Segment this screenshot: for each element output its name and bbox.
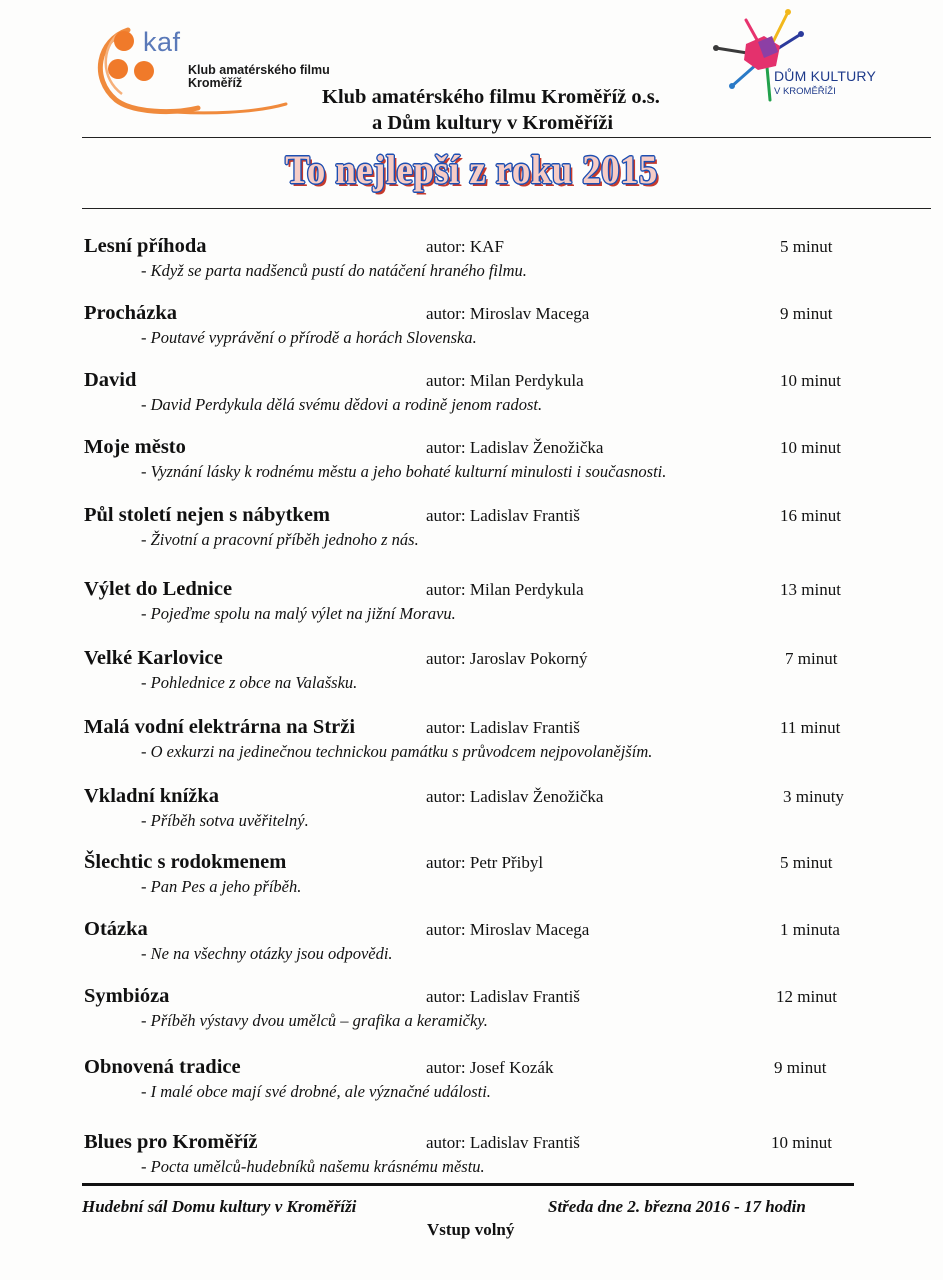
film-author: autor: Milan Perdykula — [426, 371, 584, 390]
film-description: - Pan Pes a jeho příběh. — [141, 877, 302, 896]
film-item — [0, 716, 943, 766]
film-length: 9 minut — [780, 304, 833, 323]
film-author: autor: Ladislav Františ — [426, 718, 580, 737]
film-title: Šlechtic s rodokmenem — [84, 851, 287, 873]
kaf-logo-line1: Klub amatérského filmu — [188, 63, 330, 77]
film-description: - Pocta umělců-hudebníků našemu krásnému městu. — [141, 1157, 485, 1176]
title-divider — [82, 208, 931, 209]
footer-admission: Vstup volný — [427, 1220, 515, 1239]
film-length: 12 minut — [776, 987, 837, 1006]
film-author: autor: Ladislav Františ — [426, 1133, 580, 1152]
film-item — [0, 1056, 943, 1106]
film-title: Lesní příhoda — [84, 235, 207, 257]
film-length: 5 minut — [780, 237, 833, 256]
film-author: autor: Miroslav Macega — [426, 304, 590, 323]
kaf-logo-line2: Kroměříž — [188, 76, 243, 90]
film-item — [0, 235, 943, 285]
film-item — [0, 436, 943, 486]
dum-kultury-logo-title: DŮM KULTURY — [774, 68, 877, 84]
film-description: - O exkurzi na jedinečnou technickou památku s průvodcem nejpovolanějším. — [141, 742, 653, 761]
film-item — [0, 985, 943, 1035]
film-length: 10 minut — [780, 371, 841, 390]
film-title: Vkladní knížka — [84, 785, 220, 807]
film-description: - David Perdykula dělá svému dědovi a rodině jenom radost. — [141, 395, 543, 414]
film-description: - Poutavé vyprávění o přírodě a horách Slovenska. — [141, 328, 477, 347]
film-description: - Když se parta nadšenců pustí do natáčení hraného filmu. — [141, 261, 527, 280]
film-item — [0, 369, 943, 419]
film-length: 10 minut — [780, 438, 841, 457]
film-description: - Vyznání lásky k rodnému městu a jeho bohaté kulturní minulosti i současnosti. — [141, 462, 667, 481]
film-title: Otázka — [84, 918, 148, 940]
film-author: autor: Milan Perdykula — [426, 580, 584, 599]
kaf-logo-word: kaf — [143, 27, 181, 57]
header-divider — [82, 137, 931, 138]
film-title: Blues pro Kroměříž — [84, 1131, 258, 1153]
film-title: Výlet do Lednice — [84, 578, 233, 600]
film-title: Půl století nejen s nábytkem — [84, 504, 330, 526]
film-length: 16 minut — [780, 506, 841, 525]
film-author: autor: Petr Přibyl — [426, 853, 544, 872]
film-length: 3 minuty — [783, 787, 844, 806]
film-author: autor: Miroslav Macega — [426, 920, 590, 939]
film-description: - I malé obce mají své drobné, ale význačné události. — [141, 1082, 491, 1101]
film-length: 11 minut — [780, 718, 841, 737]
footer-datetime: Středa dne 2. března 2016 - 17 hodin — [548, 1197, 806, 1216]
film-item — [0, 504, 943, 554]
organizer-line-2: a Dům kultury v Kroměříži — [372, 112, 614, 134]
film-length: 10 minut — [771, 1133, 832, 1152]
film-item — [0, 851, 943, 901]
film-title: Symbióza — [84, 985, 170, 1007]
page-title: To nejlepší z roku 2015 — [285, 147, 658, 192]
film-title: Malá vodní elektrárna na Strži — [84, 716, 356, 738]
film-author: autor: Josef Kozák — [426, 1058, 554, 1077]
film-item — [0, 302, 943, 352]
film-title: Moje město — [84, 436, 186, 458]
film-item — [0, 785, 943, 835]
film-description: - Pojeďme spolu na malý výlet na jižní Moravu. — [141, 604, 456, 623]
film-title: David — [84, 369, 137, 391]
film-item — [0, 578, 943, 628]
kaf-logo-text — [188, 64, 330, 90]
film-length: 7 minut — [785, 649, 838, 668]
film-description: - Ne na všechny otázky jsou odpovědi. — [141, 944, 393, 963]
film-author: autor: Ladislav Františ — [426, 987, 580, 1006]
film-author: autor: Ladislav Ženožička — [426, 787, 604, 806]
film-description: - Příběh sotva uvěřitelný. — [141, 811, 309, 830]
film-description: - Životní a pracovní příběh jednoho z nás. — [141, 530, 419, 549]
dum-kultury-logo-subtitle: V KROMĚŘÍŽI — [774, 86, 836, 97]
footer-divider — [82, 1183, 854, 1186]
film-item — [0, 918, 943, 968]
film-author: autor: Ladislav Františ — [426, 506, 580, 525]
film-description: - Příběh výstavy dvou umělců – grafika a keramičky. — [141, 1011, 488, 1030]
film-length: 5 minut — [780, 853, 833, 872]
film-author: autor: Ladislav Ženožička — [426, 438, 604, 457]
film-author: autor: Jaroslav Pokorný — [426, 649, 588, 668]
film-length: 1 minuta — [780, 920, 840, 939]
footer-venue: Hudební sál Domu kultury v Kroměříži — [82, 1197, 357, 1216]
film-description: - Pohlednice z obce na Valašsku. — [141, 673, 358, 692]
film-item — [0, 1131, 943, 1181]
film-title: Velké Karlovice — [84, 647, 223, 669]
film-length: 13 minut — [780, 580, 841, 599]
film-length: 9 minut — [774, 1058, 827, 1077]
film-title: Procházka — [84, 302, 178, 324]
film-author: autor: KAF — [426, 237, 504, 256]
film-title: Obnovená tradice — [84, 1056, 241, 1078]
organizer-line-1: Klub amatérského filmu Kroměříž o.s. — [322, 86, 660, 108]
film-item — [0, 647, 943, 697]
